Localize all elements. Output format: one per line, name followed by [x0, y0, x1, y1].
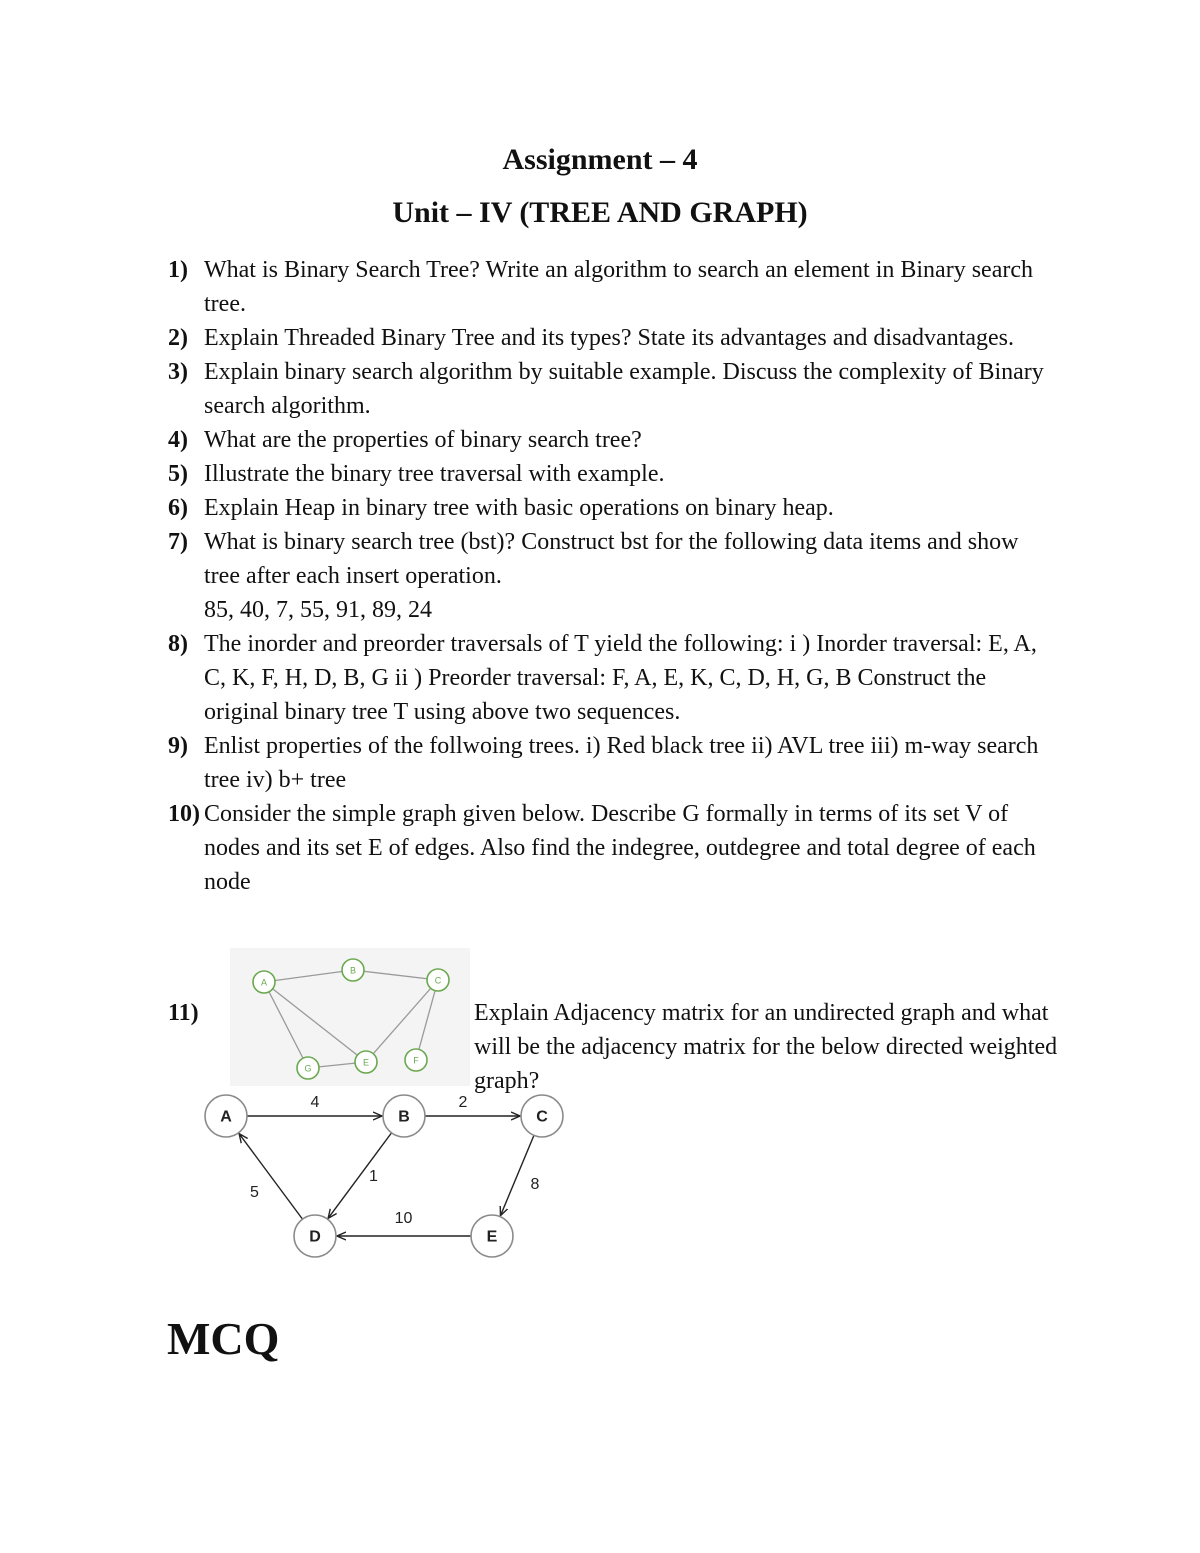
- simple-node-label: E: [362, 1057, 370, 1068]
- simple-node-label: F: [413, 1055, 419, 1066]
- edge-weight-label: 10: [394, 1210, 413, 1227]
- edge-weight-label: 5: [250, 1184, 259, 1201]
- question-number: 11): [168, 1000, 199, 1026]
- simple-node-b: [342, 959, 364, 981]
- weighted-node-label: B: [398, 1108, 410, 1126]
- edge-b-d: [328, 1133, 391, 1218]
- simple-node-e: [355, 1051, 377, 1073]
- simple-node-g: [297, 1057, 319, 1079]
- question-list: [168, 253, 1058, 899]
- question-6: [168, 491, 1058, 525]
- assignment-title: Assignment – 4: [502, 143, 698, 176]
- question-number: 10): [168, 801, 200, 827]
- question-1: [168, 253, 1058, 321]
- weighted-node-b: [383, 1095, 425, 1137]
- question-5: [168, 457, 1058, 491]
- simple-node-c: [427, 969, 449, 991]
- simple-node-label: C: [434, 975, 442, 986]
- question-2: [168, 321, 1058, 355]
- question-11: [168, 996, 199, 1030]
- question-number: 1): [168, 257, 188, 283]
- question-text: Explain Threaded Binary Tree and its types? State its advantages and disadvantages.: [204, 325, 1015, 351]
- edge-d-a: [239, 1134, 302, 1219]
- question-9: [168, 729, 1058, 797]
- question-10: [168, 797, 1058, 899]
- weighted-node-label: D: [309, 1228, 321, 1246]
- edge-c-e: [500, 1135, 533, 1215]
- weighted-node-label: E: [486, 1228, 498, 1246]
- question-number: 6): [168, 495, 188, 521]
- question-text: Explain binary search algorithm by suitable example. Discuss the complexity of Binary search algorithm.: [204, 359, 1044, 419]
- question-text: Consider the simple graph given below. Describe G formally in terms of its set V of nodes and its set E of edges. Also find the indegree, outdegree and total degree of each node: [204, 801, 1036, 895]
- simple-node-f: [405, 1049, 427, 1071]
- weighted-node-a: [205, 1095, 247, 1137]
- edge-weight-label: 2: [458, 1094, 468, 1111]
- question-text: Explain Heap in binary tree with basic operations on binary heap.: [204, 495, 834, 521]
- simple-node-a: [253, 971, 275, 993]
- edge-weight-label: 8: [530, 1176, 540, 1193]
- question-number: 2): [168, 325, 188, 351]
- question-number: 5): [168, 461, 188, 487]
- simple-node-label: B: [349, 965, 357, 976]
- question-7: [168, 525, 1058, 627]
- simple-node-label: A: [260, 977, 268, 988]
- question-text: What is binary search tree (bst)? Construct bst for the following data items and show tree after each insert operation.: [204, 529, 1019, 589]
- weighted-graph-figure: [196, 1090, 576, 1260]
- question-3: [168, 355, 1058, 423]
- question-text: The inorder and preorder traversals of T yield the following: i ) Inorder traversal: E, A, C, K, F, H, D, B, G ii ) Preorder traversal: F, A, E, K, C, D, H, G, B Construct the original binary tree T using above two sequences.: [204, 631, 1037, 725]
- question-number: 8): [168, 631, 188, 657]
- weighted-node-e: [471, 1215, 513, 1257]
- question-number: 9): [168, 733, 188, 759]
- question-number: 3): [168, 359, 188, 385]
- question-text: Enlist properties of the follwoing trees. i) Red black tree ii) AVL tree iii) m-way search tree iv) b+ tree: [204, 733, 1039, 793]
- edge-weight-label: 4: [310, 1094, 320, 1111]
- question-text: What are the properties of binary search tree?: [204, 427, 642, 453]
- weighted-node-label: A: [220, 1108, 232, 1126]
- question-4: [168, 423, 1058, 457]
- question-number: 4): [168, 427, 188, 453]
- question-8: [168, 627, 1058, 729]
- weighted-graph-nodes: [205, 1095, 563, 1257]
- simple-graph-figure: [230, 948, 470, 1086]
- question-11-text: Explain Adjacency matrix for an undirected graph and what will be the adjacency matrix for the below directed weighted graph?: [474, 1000, 1058, 1094]
- question-text: What is Binary Search Tree? Write an algorithm to search an element in Binary search tree.: [204, 257, 1033, 317]
- edge-weight-label: 1: [369, 1168, 378, 1185]
- weighted-node-c: [521, 1095, 563, 1137]
- unit-subtitle: Unit – IV (TREE AND GRAPH): [392, 196, 808, 229]
- bst-data-items: 85, 40, 7, 55, 91, 89, 24: [204, 597, 432, 623]
- simple-node-label: G: [304, 1063, 312, 1074]
- question-number: 7): [168, 529, 188, 555]
- weighted-node-d: [294, 1215, 336, 1257]
- weighted-node-label: C: [536, 1108, 548, 1126]
- question-text: Illustrate the binary tree traversal with example.: [204, 461, 665, 487]
- mcq-heading: MCQ: [167, 1313, 280, 1364]
